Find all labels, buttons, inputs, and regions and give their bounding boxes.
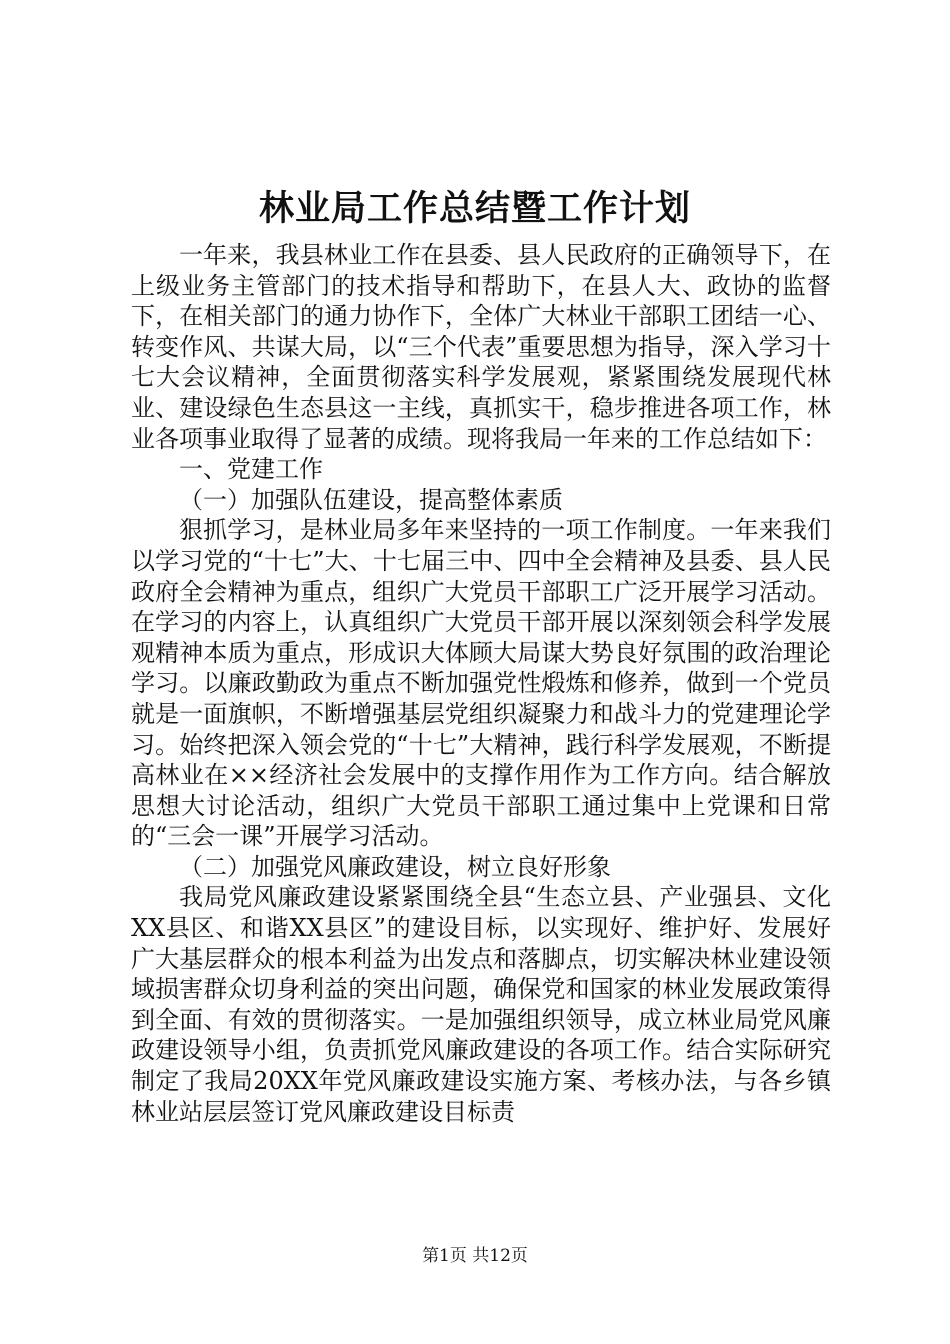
subsection-heading-integrity: （二）加强党风廉政建设，树立良好形象 (179, 852, 611, 881)
document-title: 林业局工作总结暨工作计划 (258, 188, 691, 229)
section-heading-party-building: 一、党建工作 (179, 455, 323, 484)
document-body (131, 240, 831, 1127)
paragraph-integrity: 我局党风廉政建设紧紧围绕全县“生态立县、产业强县、文化XX县区、和谐XX县区”的建设目标，以实现好、维护好、发展好广大基层群众的根本利益为出发点和落脚点，切实解决林业建设领域损害群众切身利益的突出问题，确保党和国家的林业发展政策得到全面、有效的贯彻落实。一是加强组织领导，成立林业局党风廉政建设领导小组，负责抓党风廉政建设的各项工作。结合实际研究制定了我局20XX年党风廉政建设实施方案、考核办法，与各乡镇林业站层层签订党风廉政建设目标责 (131, 883, 831, 1126)
paragraph-intro: 一年来，我县林业工作在县委、县人民政府的正确领导下，在上级业务主管部门的技术指导和帮助下，在县人大、政协的监督下，在相关部门的通力协作下，全体广大林业干部职工团结一心、转变作风、共谋大局，以“三个代表”重要思想为指导，深入学习十七大会议精神，全面贯彻落实科学发展观，紧紧围绕发展现代林业、建设绿色生态县这一主线，真抓实干，稳步推进各项工作，林业各项事业取得了显著的成绩。现将我局一年来的工作总结如下： (131, 241, 831, 453)
paragraph-study: 狠抓学习，是林业局多年来坚持的一项工作制度。一年来我们以学习党的“十七”大、十七届三中、四中全会精神及县委、县人民政府全会精神为重点，组织广大党员干部职工广泛开展学习活动。在学习的内容上，认真组织广大党员干部开展以深刻领会科学发展观精神本质为重点，形成识大体顾大局谋大势良好氛围的政治理论学习。以廉政勤政为重点不断加强党性煅炼和修养，做到一个党员就是一面旗帜，不断增强基层党组织凝聚力和战斗力的党建理论学习。始终把深入领会党的“十七”大精神，践行科学发展观，不断提高林业在××经济社会发展中的支撑作用作为工作方向。结合解放思想大讨论活动，组织广大党员干部职工通过集中上党课和日常的“三会一课”开展学习活动。 (131, 516, 831, 851)
page-number-footer: 第1页 共12页 (422, 1246, 528, 1266)
subsection-heading-team-building: （一）加强队伍建设，提高整体素质 (179, 485, 563, 514)
